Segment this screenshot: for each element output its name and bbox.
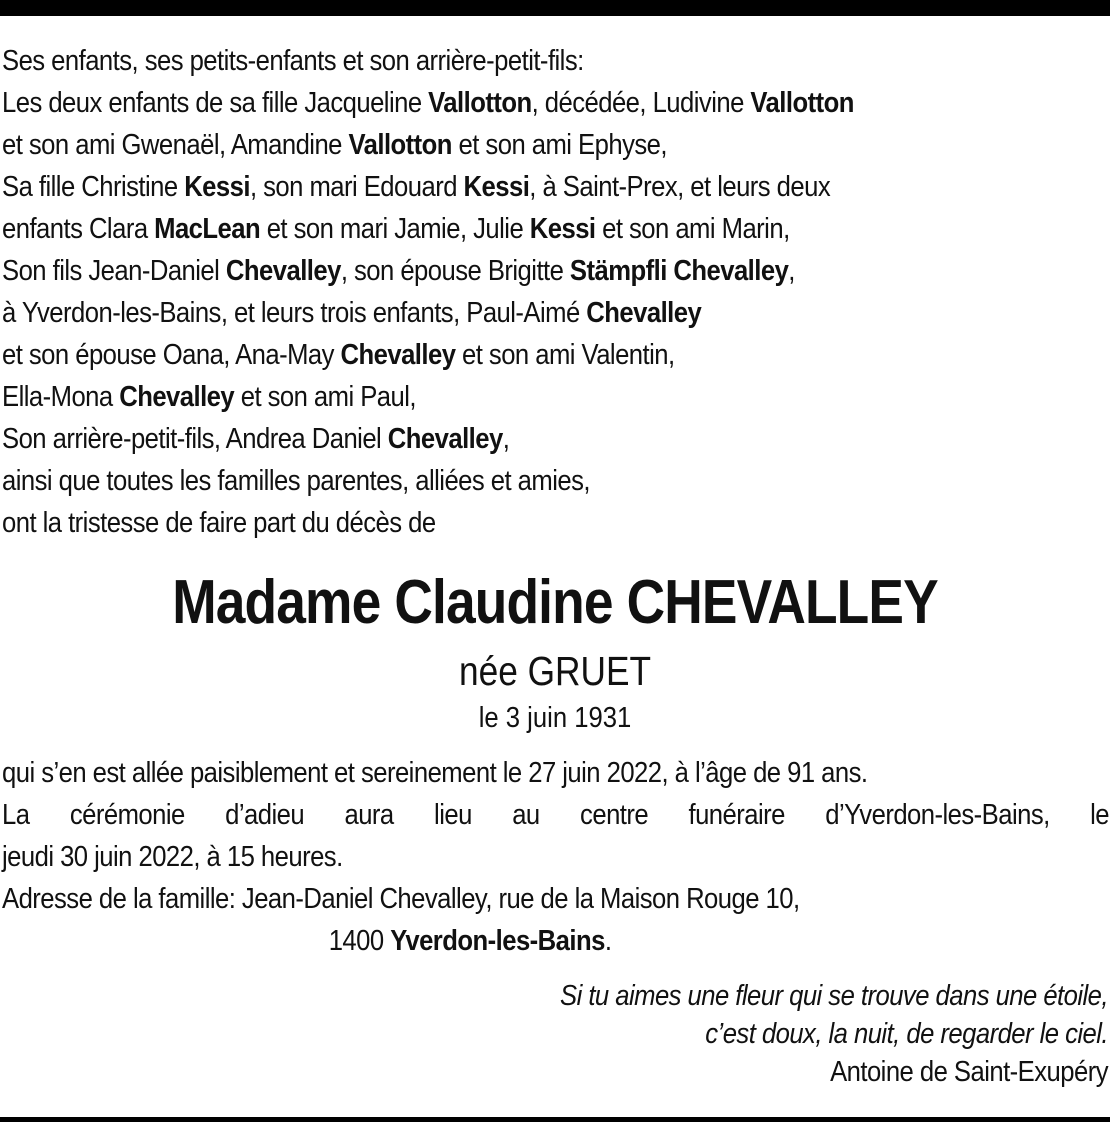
quote-author: Antoine de Saint-Exupéry <box>830 1056 1108 1088</box>
text: Les deux enfants de sa fille Jacqueline <box>2 87 429 119</box>
intro-line-4 <box>2 166 1109 208</box>
text: , son épouse Brigitte <box>340 255 570 287</box>
surname: Kessi <box>529 213 596 245</box>
intro-line-2 <box>2 82 1109 124</box>
text: , à Saint-Prex, et leurs deux <box>529 171 831 203</box>
text: , <box>788 255 795 287</box>
surname: Chevalley <box>119 381 235 413</box>
text: Ella-Mona <box>2 381 120 413</box>
birth-date: le 3 juin 1931 <box>478 702 632 734</box>
text: et son épouse Oana, Ana-May <box>2 339 341 371</box>
text: , <box>502 423 510 455</box>
surname: Kessi <box>463 171 530 203</box>
details-line-1: qui s’en est allée paisiblement et sereinement le 27 juin 2022, à l’âge de 91 ans. <box>2 757 868 789</box>
city: Yverdon-les-Bains <box>390 925 605 957</box>
surname: Vallotton <box>348 129 452 161</box>
text: , son mari Edouard <box>249 171 464 203</box>
text: Son fils Jean-Daniel <box>2 255 226 287</box>
text: enfants Clara <box>2 213 155 245</box>
text: et son ami Ephyse, <box>451 129 667 161</box>
details-line-3: jeudi 30 juin 2022, à 15 heures. <box>2 841 343 873</box>
text: . <box>604 925 612 957</box>
intro-line-12: ont la tristesse de faire part du décès de <box>2 507 436 539</box>
text: et son mari Jamie, Julie <box>260 213 530 245</box>
quote-line-2: c’est doux, la nuit, de regarder le ciel. <box>705 1018 1108 1050</box>
intro-line-3 <box>2 124 1109 166</box>
intro-line-5 <box>2 208 1109 250</box>
top-rule <box>0 0 1110 16</box>
family-announcement <box>2 40 1109 544</box>
family-address: Adresse de la famille: Jean-Daniel Chevalley, rue de la Maison Rouge 10, <box>2 883 800 915</box>
quotation <box>1 977 1108 1091</box>
details-line-2: La cérémonie d’adieu aura lieu au centre funéraire d’Yverdon-les-Bains, le <box>2 799 1109 831</box>
text: et son ami Gwenaël, Amandine <box>2 129 349 161</box>
intro-line-8 <box>2 334 1109 376</box>
bottom-rule <box>0 1117 1110 1122</box>
text: Sa fille Christine <box>2 171 185 203</box>
intro-line-11: ainsi que toutes les familles parentes, alliées et amies, <box>2 465 590 497</box>
family-address-city <box>2 920 1109 962</box>
surname: Chevalley <box>225 255 341 287</box>
intro-line-6 <box>2 250 1109 292</box>
intro-line-9 <box>2 376 1109 418</box>
text: , décédée, Ludivine <box>531 87 751 119</box>
surname: Chevalley <box>340 339 456 371</box>
text: et son ami Valentin, <box>455 339 675 371</box>
intro-line-1: Ses enfants, ses petits-enfants et son arrière-petit-fils: <box>2 45 584 77</box>
text: Son arrière-petit-fils, Andrea Daniel <box>2 423 388 455</box>
surname: Chevalley <box>387 423 503 455</box>
intro-line-7 <box>2 292 1109 334</box>
text: et son ami Marin, <box>595 213 790 245</box>
deceased-name: Madame Claudine CHEVALLEY <box>172 568 938 637</box>
surname: Kessi <box>184 171 250 203</box>
quote-line-1: Si tu aimes une fleur qui se trouve dans une étoile, <box>560 980 1108 1012</box>
text: à Yverdon-les-Bains, et leurs trois enfants, Paul-Aimé <box>2 297 587 329</box>
surname: Vallotton <box>750 87 854 119</box>
surname: Stämpfli Chevalley <box>569 255 789 287</box>
intro-line-10 <box>2 418 1109 460</box>
surname: Vallotton <box>428 87 532 119</box>
surname: MacLean <box>154 213 261 245</box>
ceremony-details <box>2 752 1109 962</box>
maiden-name: née GRUET <box>458 648 652 694</box>
surname: Chevalley <box>586 297 702 329</box>
postcode: 1400 <box>328 925 391 957</box>
text: et son ami Paul, <box>234 381 416 413</box>
